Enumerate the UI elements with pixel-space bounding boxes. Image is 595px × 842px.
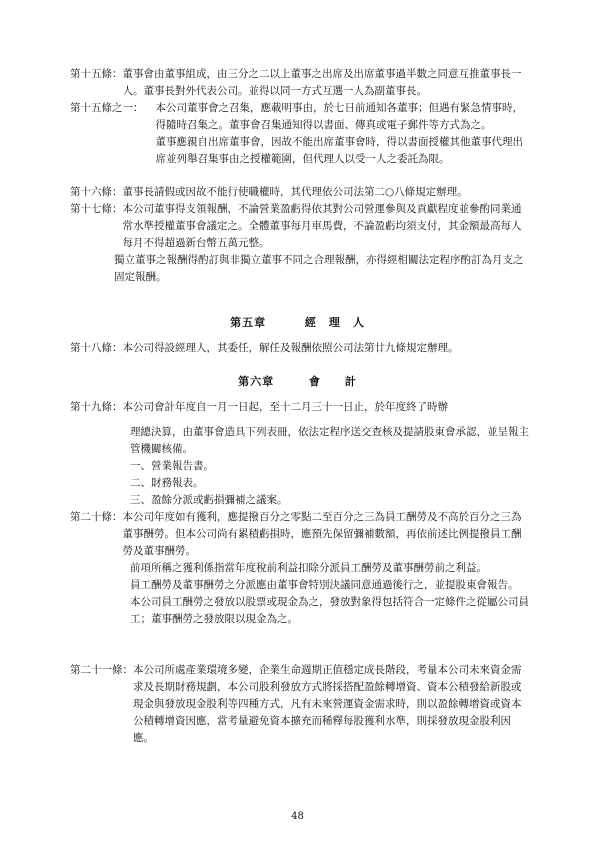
chapter-5-title: 經 理 人 [304, 316, 365, 329]
article-15 [70, 66, 530, 100]
article-18-label: 第十八條： [70, 342, 123, 354]
article-15-1-para-2: 董事應親自出席董事會，因故不能出席董事會時，得以書面授權其他董事代理出席並列舉召集事由之授權範圍，但代理人以受一人之委託為限。 [155, 136, 523, 165]
article-19 [70, 399, 530, 416]
article-21-text: 本公司所處產業環境多變，企業生命週期正值穩定成長階段，考量本公司未來資金需求及長期財務規劃，本公司股利發放方式將採搭配盈餘轉增資、資本公積發給新股或現金與發放現金股利等四種方式，凡有未來營運資金需求時，則以盈餘轉增資或資本公積轉增資因應，當考量避免資本擴充而稀釋每股獲利水準，則採發放現金股利因應。 [133, 664, 522, 744]
chapter-6-title: 會 計 [308, 375, 357, 388]
article-17-para-2: 獨立董事之報酬得酌訂與非獨立董事不同之合理報酬，亦得經相關法定程序酌訂為月支之固定報酬。 [114, 254, 524, 283]
article-19-item-1: 一、營業報告書。 [130, 460, 214, 472]
article-19-text: 本公司會計年度自一月一日起，至十二月三十一日止，於年度終了時辦 [122, 401, 448, 413]
article-20-para-4: 本公司員工酬勞之發放以股票或現金為之，發放對象得包括符合一定條件之從屬公司員工；董事酬勞之發放限以現金為之。 [130, 596, 529, 625]
article-16-text: 董事長請假或因故不能行使職權時，其代理依公司法第二○八條規定辦理。 [122, 186, 468, 198]
article-15-label: 第十五條： [70, 68, 123, 80]
article-15-1-label: 第十五條之一： [70, 102, 144, 114]
article-19-continued [130, 424, 530, 509]
article-15-1-para-1: 本公司董事會之召集，應載明事由，於七日前通知各董事；但遇有緊急情事時，得隨時召集之。董事會召集通知得以書面、傳真或電子郵件等方式為之。 [155, 102, 523, 131]
article-20-continued [130, 560, 530, 628]
article-20-para-1: 本公司年度如有獲利，應提撥百分之零點二至百分之三為員工酬勞及不高於百分之三為董事酬勞。但本公司尚有累積虧損時，應預先保留彌補數額，再依前述比例提撥員工酬勞及董事酬勞。 [122, 511, 522, 557]
article-16 [70, 184, 530, 201]
article-19-item-3: 三、盈餘分派或虧損彌補之議案。 [130, 494, 288, 506]
article-20-para-2: 前項所稱之獲利係指當年度稅前利益扣除分派員工酬勞及董事酬勞前之利益。 [130, 562, 487, 574]
article-20-para-3: 員工酬勞及董事酬勞之分派應由董事會特別決議同意通過後行之，並提股東會報告。 [130, 579, 519, 591]
chapter-5-number: 第五章 [230, 316, 267, 329]
article-20 [70, 509, 530, 560]
article-19-label: 第十九條： [70, 401, 123, 413]
article-21 [70, 662, 530, 747]
article-21-label: 第二十一條： [70, 664, 133, 676]
article-15-text: 董事會由董事組成，由三分之二以上董事之出席及出席董事過半數之同意互推董事長一人。董事長對外代表公司。並得以同一方式互選一人為副董事長。 [122, 68, 522, 97]
article-15-1 [70, 100, 530, 168]
article-19-item-2: 二、財務報表。 [130, 477, 204, 489]
article-19-para-2: 理總決算，由董事會造具下列表冊，依法定程序送交查核及提請股東會承認，並呈報主管機關核備。 [130, 426, 529, 455]
chapter-5-heading [0, 314, 595, 331]
article-17 [70, 201, 530, 252]
article-18 [70, 340, 530, 357]
page-number: 48 [291, 811, 304, 822]
chapter-6-number: 第六章 [238, 375, 275, 388]
article-16-label: 第十六條： [70, 186, 123, 198]
article-17-para-1: 本公司董事得支領報酬，不論營業盈虧得依其對公司營運參與及貢獻程度並參酌同業通常水準授權董事會議定之。全體董事每月車馬費，不論盈虧均須支付，其金額最高每人每月不得超過新台幣五萬元整。 [122, 203, 522, 249]
article-17-para-2-wrap [114, 252, 530, 286]
article-17-label: 第十七條： [70, 203, 123, 215]
article-20-label: 第二十條： [70, 511, 123, 523]
article-18-text: 本公司得設經理人，其委任，解任及報酬依照公司法第廿九條規定辦理。 [122, 342, 459, 354]
chapter-6-heading [0, 373, 595, 390]
